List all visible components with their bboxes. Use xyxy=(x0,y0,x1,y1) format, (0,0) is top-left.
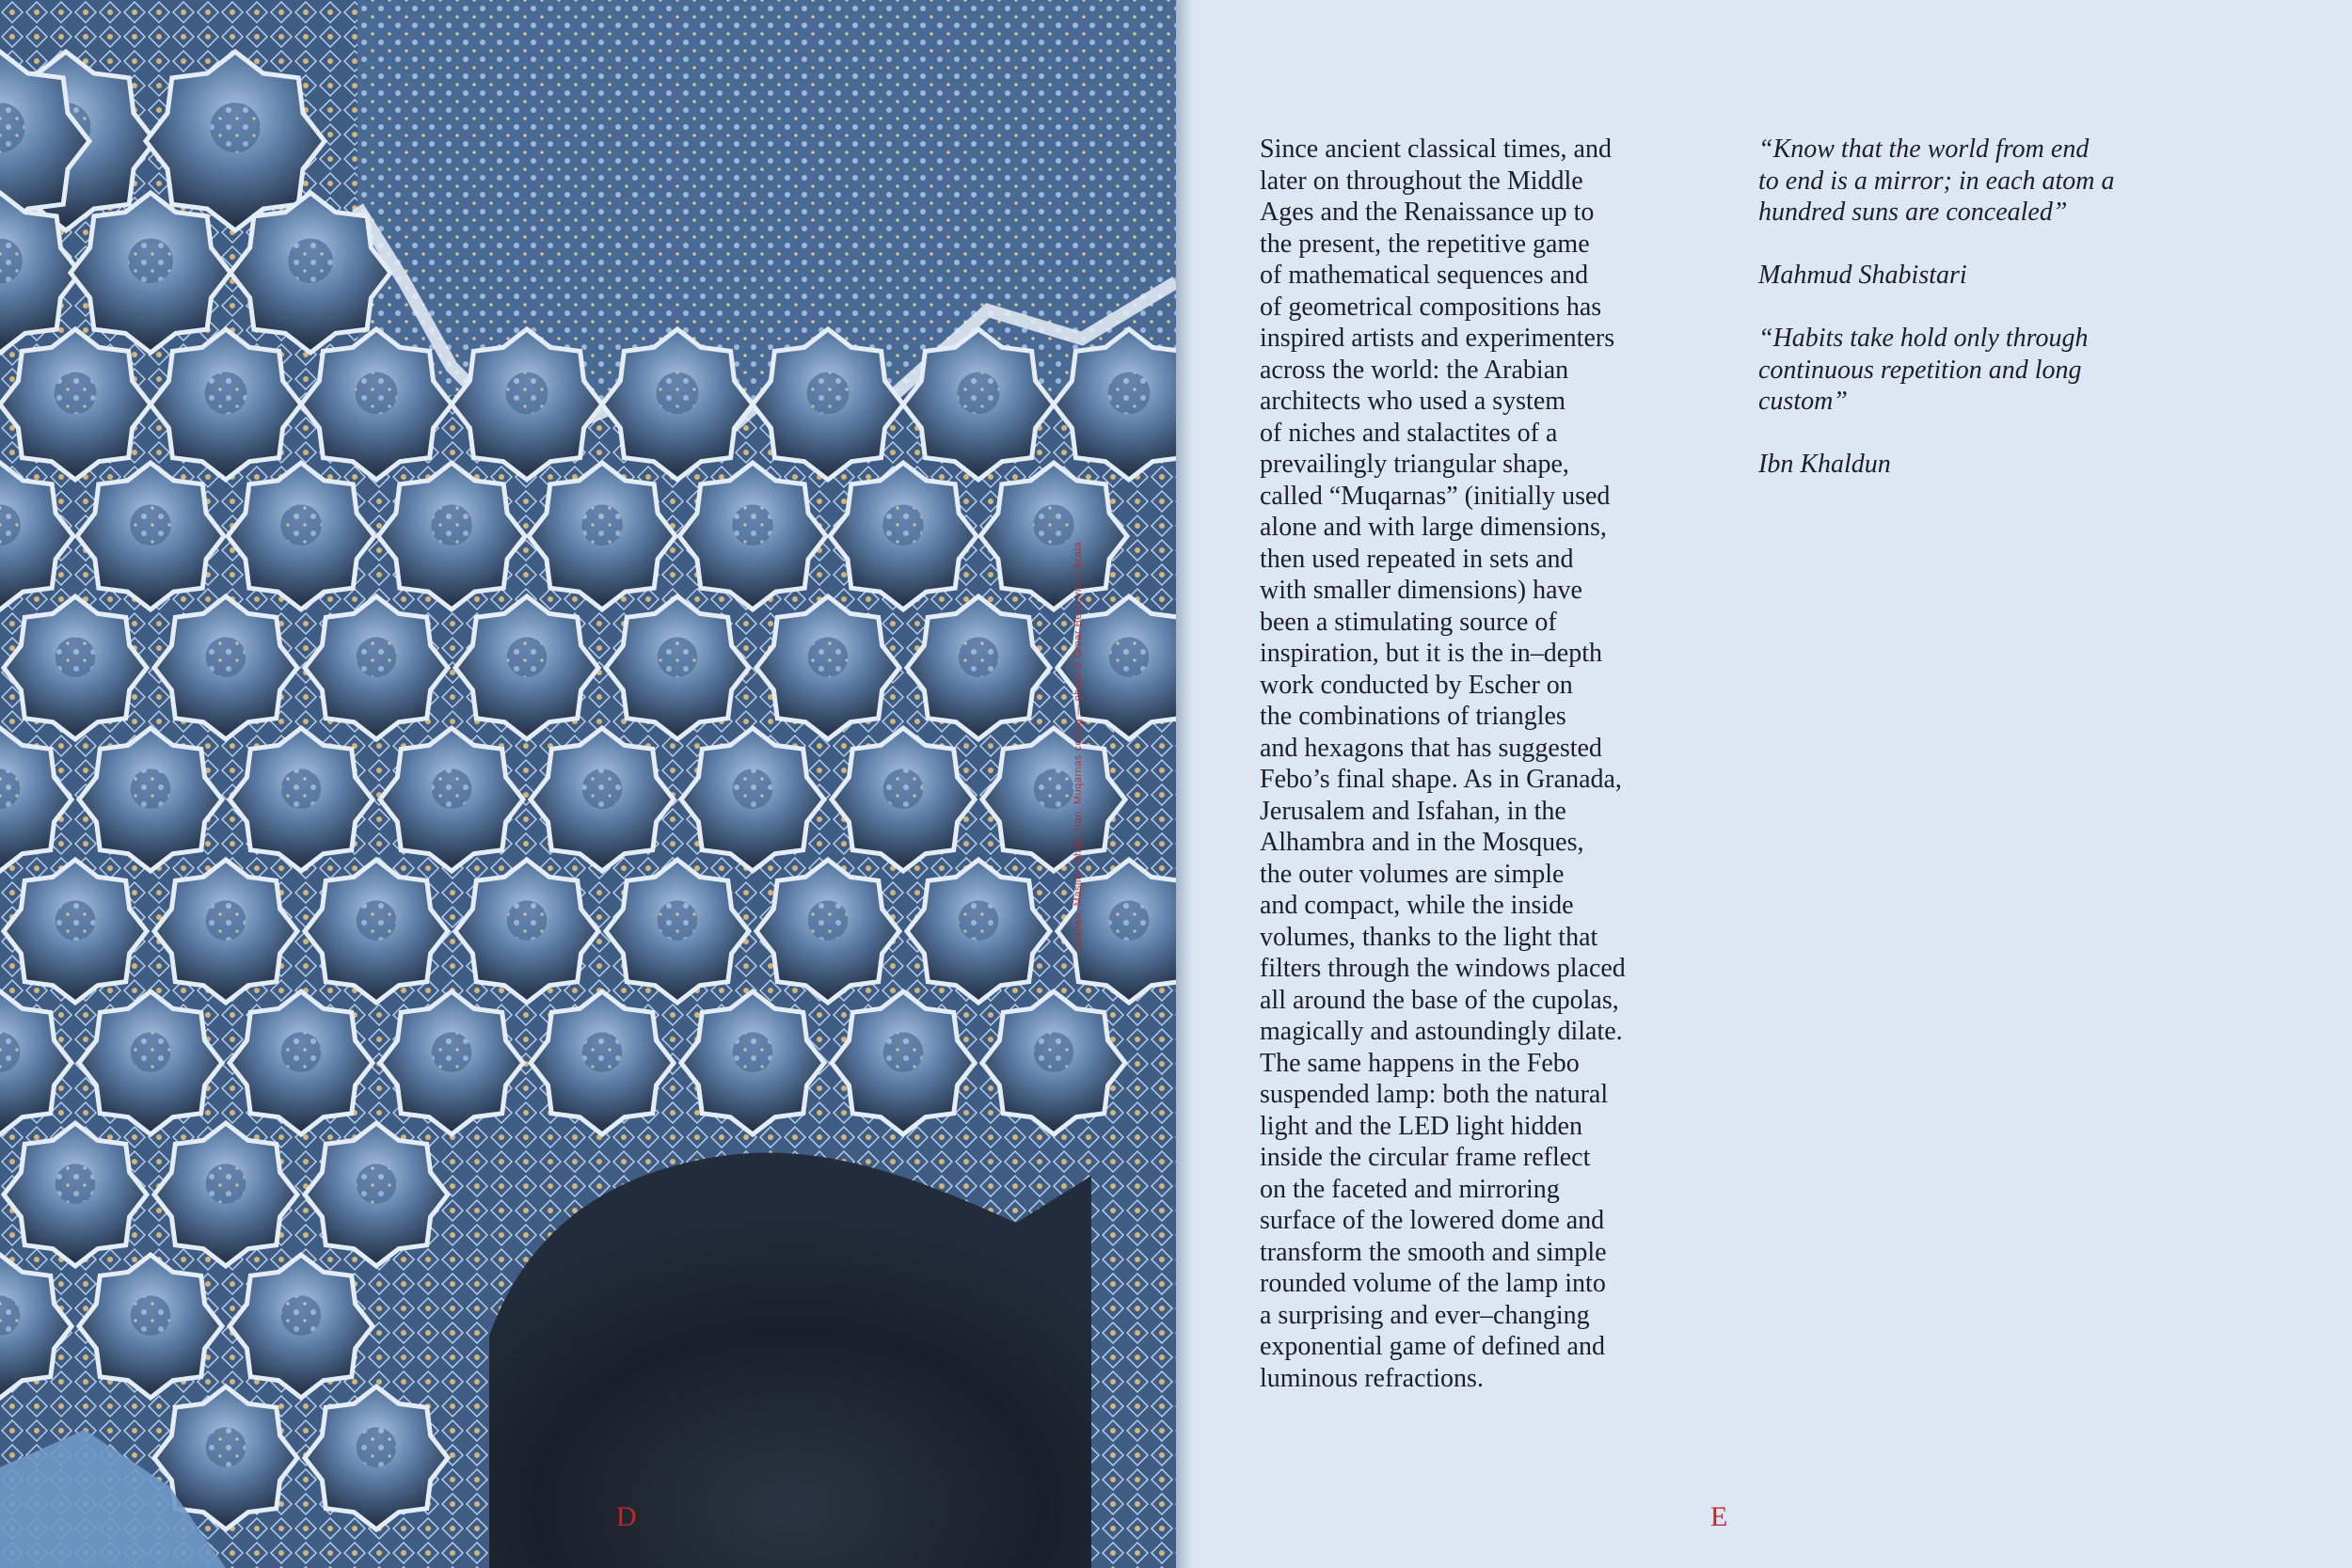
quote-line: continuous repetition and long xyxy=(1758,355,2082,385)
body-line: been a stimulating source of xyxy=(1260,607,1557,637)
muqarnas-cell-ornament xyxy=(959,637,999,677)
body-line: architects who used a system xyxy=(1260,387,1566,416)
muqarnas-cell-ornament xyxy=(56,637,96,677)
muqarnas-cell-ornament xyxy=(56,900,96,941)
muqarnas-cell-ornament xyxy=(1108,372,1151,415)
body-line: work conducted by Escher on xyxy=(1260,670,1573,700)
muqarnas-cell-ornament xyxy=(206,1164,246,1204)
muqarnas-cell-ornament xyxy=(506,372,548,415)
muqarnas-cell-ornament xyxy=(281,1295,322,1336)
body-line: on the faceted and mirroring xyxy=(1260,1174,1560,1204)
body-line: later on throughout the Middle xyxy=(1260,166,1583,196)
body-line: volumes, thanks to the light that xyxy=(1260,922,1598,952)
muqarnas-cell-ornament xyxy=(507,637,548,677)
body-line: Alhambra and in the Mosques, xyxy=(1260,828,1584,857)
quotes-column xyxy=(1758,134,2210,481)
body-line: surface of the lowered dome and xyxy=(1260,1206,1605,1235)
body-line: Since ancient classical times, and xyxy=(1260,135,1612,164)
body-line: filters through the windows placed xyxy=(1260,954,1626,983)
quote-line: “Habits take hold only through xyxy=(1758,324,2089,353)
body-line: transform the smooth and simple xyxy=(1260,1237,1607,1267)
body-line: rounded volume of the lamp into xyxy=(1260,1269,1606,1298)
body-line: Febo’s final shape. As in Granada, xyxy=(1260,765,1622,794)
muqarnas-cell-ornament xyxy=(732,504,773,546)
muqarnas-cell-ornament xyxy=(733,768,773,809)
muqarnas-cell-ornament xyxy=(882,504,924,546)
muqarnas-cell-ornament xyxy=(432,768,472,809)
body-line: and compact, while the inside xyxy=(1260,891,1574,920)
muqarnas-cell-ornament xyxy=(733,1032,773,1072)
muqarnas-cell-ornament xyxy=(658,637,698,677)
muqarnas-cell-ornament xyxy=(56,1164,96,1204)
quote-line: “Know that the world from end xyxy=(1758,135,2090,164)
muqarnas-cell-ornament xyxy=(130,504,171,546)
page-gutter-shadow xyxy=(1176,0,1193,1568)
muqarnas-cell-ornament xyxy=(280,504,322,546)
quote-author: Ibn Khaldun xyxy=(1758,450,1891,479)
muqarnas-cell-ornament xyxy=(808,637,849,677)
muqarnas-cell-ornament xyxy=(131,1032,171,1072)
body-line: exponential game of defined and xyxy=(1260,1332,1605,1361)
body-line: of mathematical sequences and xyxy=(1260,261,1589,290)
muqarnas-cell-ornament xyxy=(357,1427,397,1467)
quote-line: hundred suns are concealed” xyxy=(1758,198,2068,227)
muqarnas-cell-ornament xyxy=(210,103,260,152)
muqarnas-cell-ornament xyxy=(281,1032,322,1072)
muqarnas-cell-ornament xyxy=(883,768,924,809)
muqarnas-cell-ornament xyxy=(1034,768,1074,809)
muqarnas-cell-ornament xyxy=(1109,900,1150,941)
quote-author: Mahmud Shabistari xyxy=(1758,261,1967,290)
body-line: suspended lamp: both the natural xyxy=(1260,1080,1609,1109)
muqarnas-cell-ornament xyxy=(281,768,322,809)
body-line: prevailingly triangular shape, xyxy=(1260,450,1569,479)
text-page xyxy=(1193,0,2352,1568)
muqarnas-cell-ornament xyxy=(205,372,247,415)
body-line: inspired artists and experimenters xyxy=(1260,324,1615,353)
muqarnas-cell-ornament xyxy=(356,372,398,415)
body-line: inside the circular frame reflect xyxy=(1260,1143,1591,1172)
body-line: Jerusalem and Isfahan, in the xyxy=(1260,796,1566,826)
body-line: the present, the repetitive game xyxy=(1260,229,1590,259)
body-line: the combinations of triangles xyxy=(1260,702,1566,731)
body-line: magically and astoundingly dilate. xyxy=(1260,1017,1623,1046)
body-line: with smaller dimensions) have xyxy=(1260,576,1582,605)
muqarnas-cell-ornament xyxy=(206,900,246,941)
muqarnas-cell-ornament xyxy=(1033,504,1074,546)
body-line: luminous refractions. xyxy=(1260,1363,1484,1393)
quote-line: to end is a mirror; in each atom a xyxy=(1758,166,2115,196)
body-line: of niches and stalactites of a xyxy=(1260,418,1558,448)
muqarnas-cell-ornament xyxy=(582,1032,623,1072)
muqarnas-cell-ornament xyxy=(288,238,333,283)
body-line: Ages and the Renaissance up to xyxy=(1260,198,1595,227)
muqarnas-cell-ornament xyxy=(657,372,699,415)
body-line: all around the base of the cupolas, xyxy=(1260,985,1619,1015)
body-line: across the world: the Arabian xyxy=(1260,355,1569,385)
muqarnas-cell-ornament xyxy=(1034,1032,1074,1072)
muqarnas-cell-ornament xyxy=(582,768,623,809)
muqarnas-cell-ornament xyxy=(131,768,171,809)
muqarnas-cell-ornament xyxy=(131,1295,171,1336)
quote-line: custom” xyxy=(1758,387,1848,416)
muqarnas-cell-ornament xyxy=(206,1427,246,1467)
body-text xyxy=(1260,134,1749,1394)
muqarnas-cell-ornament xyxy=(128,238,173,283)
muqarnas-cell-ornament xyxy=(507,900,548,941)
muqarnas-cell-ornament xyxy=(958,372,1000,415)
photo-credit: Isfahan, Masjid-i Shah, Iran. Muqarnas ceiling — photo © Omar Bercovitz / Scala xyxy=(1073,541,1084,950)
body-line: a surprising and ever–changing xyxy=(1260,1300,1590,1330)
muqarnas-cell-ornament xyxy=(807,372,850,415)
muqarnas-cell-ornament xyxy=(357,1164,397,1204)
muqarnas-cell-ornament xyxy=(431,504,472,546)
muqarnas-cell-ornament xyxy=(1109,637,1150,677)
muqarnas-cell-ornament xyxy=(581,504,623,546)
body-line: and hexagons that has suggested xyxy=(1260,733,1602,763)
body-line: called “Muqarnas” (initially used xyxy=(1260,481,1611,511)
body-line: of geometrical compositions has xyxy=(1260,292,1602,322)
muqarnas-cell-ornament xyxy=(55,372,97,415)
muqarnas-cell-ornament xyxy=(357,900,397,941)
muqarnas-cell-ornament xyxy=(959,900,999,941)
muqarnas-cell-ornament xyxy=(658,900,698,941)
muqarnas-cell-ornament xyxy=(432,1032,472,1072)
muqarnas-cell-ornament xyxy=(206,637,246,677)
muqarnas-cell-ornament xyxy=(808,900,849,941)
folio-right: E xyxy=(1710,1501,1728,1532)
body-line: alone and with large dimensions, xyxy=(1260,513,1607,542)
muqarnas-cell-ornament xyxy=(883,1032,924,1072)
body-line: inspiration, but it is the in–depth xyxy=(1260,639,1602,668)
body-line: then used repeated in sets and xyxy=(1260,544,1574,574)
body-line: The same happens in the Febo xyxy=(1260,1048,1580,1078)
muqarnas-cell-ornament xyxy=(357,637,397,677)
body-line: the outer volumes are simple xyxy=(1260,859,1565,889)
folio-left: D xyxy=(616,1501,637,1532)
body-line: light and the LED light hidden xyxy=(1260,1111,1582,1141)
